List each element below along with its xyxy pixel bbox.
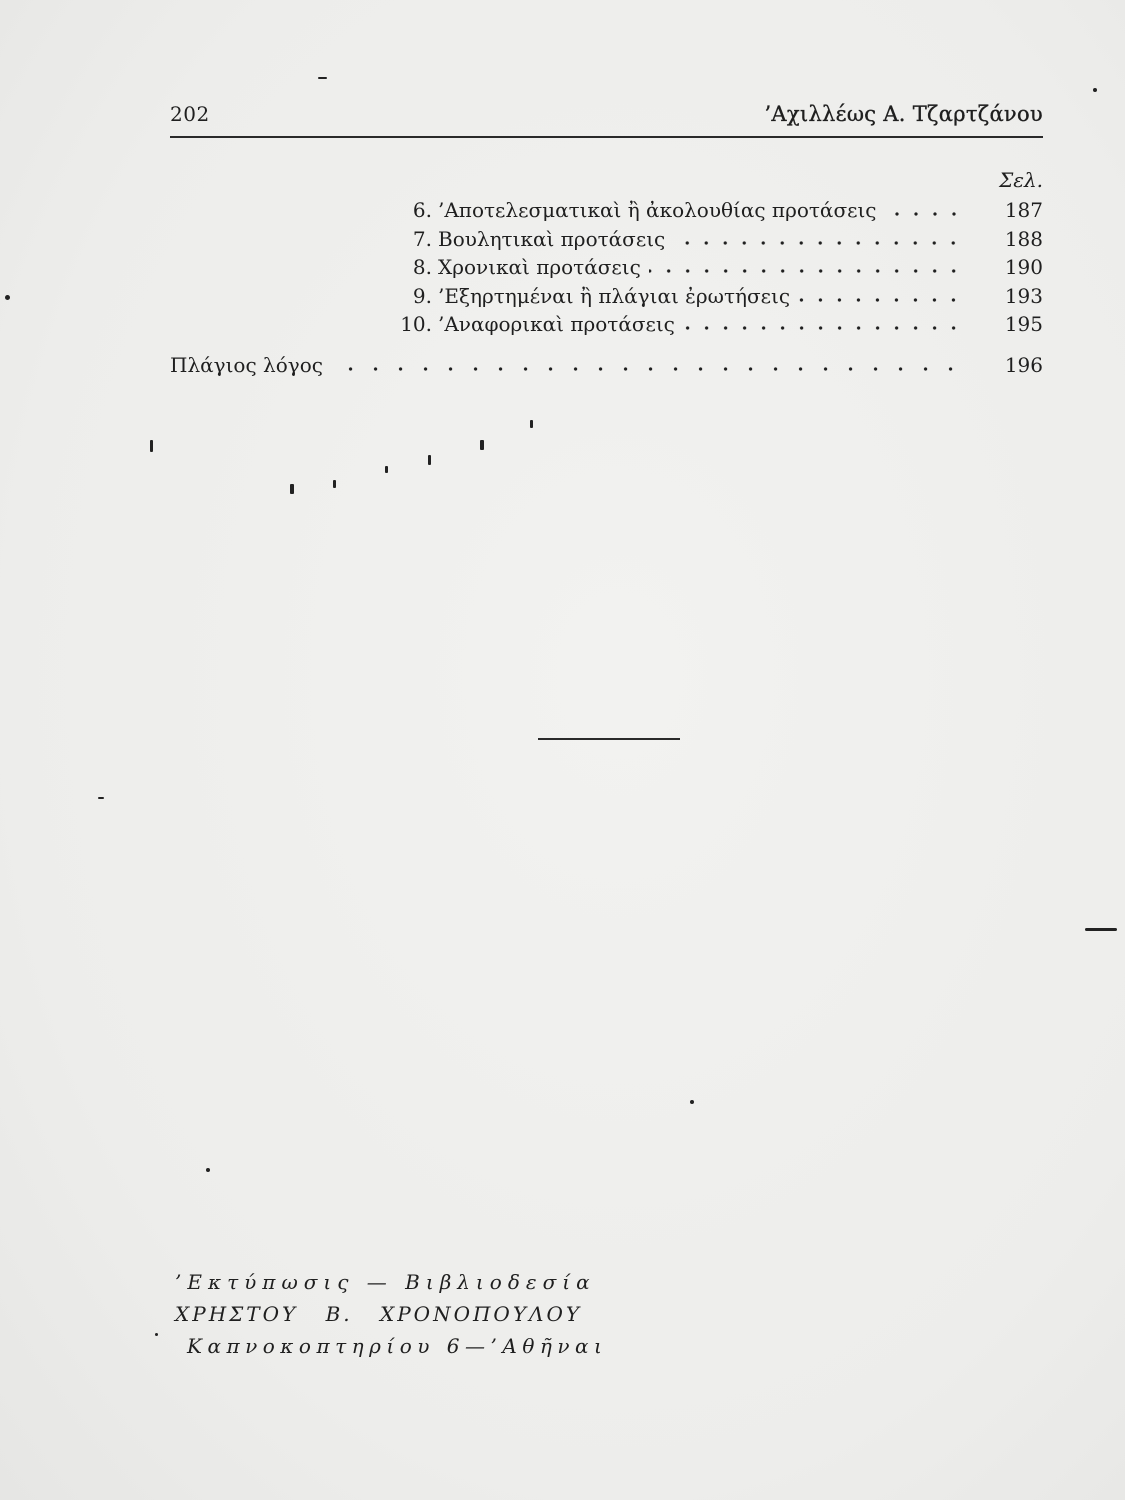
dot-leader [798, 297, 963, 303]
dot-leader [333, 366, 963, 372]
toc-entry-page: 193 [1004, 283, 1043, 308]
toc-entry [170, 198, 1043, 227]
scan-speck [1093, 88, 1097, 92]
scan-speck [98, 797, 104, 799]
page-column-label: Σελ. [999, 168, 1043, 192]
imprint-line: ’Εκτύπωσις — Βιβλιοδεσία [175, 1270, 596, 1294]
printer-imprint [175, 1266, 607, 1362]
scan-speck [428, 455, 431, 465]
scan-speck [290, 484, 294, 494]
dot-leader [649, 268, 963, 274]
scan-speck [530, 420, 533, 428]
toc-entry-page: 188 [1004, 226, 1043, 251]
scan-speck [150, 440, 153, 452]
toc-entry [170, 353, 1043, 382]
toc-entry [170, 284, 1043, 313]
toc-entry-title: ’Αναφορικαὶ προτάσεις [438, 312, 675, 336]
scan-speck [480, 440, 484, 450]
scan-speck [333, 480, 336, 488]
toc-entry-page: 196 [1004, 352, 1043, 377]
table-of-contents [170, 198, 1043, 381]
toc-entry-number: 8. [412, 255, 432, 279]
imprint-line: Καπνοκοπτηρίου 6—’Αθῆναι [187, 1334, 608, 1358]
page-number: 202 [170, 102, 210, 126]
toc-entry-title: ’Αποτελεσματικαὶ ἢ ἀκολουθίας προτάσεις [438, 198, 877, 222]
toc-entry-title: Χρονικαὶ προτάσεις [438, 255, 641, 279]
toc-entry-page: 187 [1004, 198, 1043, 222]
toc-entry-title: ’Εξηρτημέναι ἢ πλάγιαι ἐρωτήσεις [438, 283, 791, 308]
toc-entry-number: 9. [412, 283, 432, 308]
toc-entry [170, 312, 1043, 341]
scan-speck [5, 295, 10, 300]
dot-leader [673, 240, 963, 246]
dot-leader [683, 325, 963, 331]
toc-entry-title: Πλάγιος λόγος [170, 352, 323, 377]
scan-speck [206, 1168, 210, 1172]
toc-entry-number: 6. [412, 198, 432, 222]
running-title: ’Αχιλλέως Α. Τζαρτζάνου [764, 102, 1043, 126]
scan-speck [1085, 928, 1117, 931]
dot-leader [885, 211, 964, 217]
toc-entry-number: 10. [400, 312, 432, 336]
section-divider [538, 738, 680, 740]
page-header [170, 102, 1043, 134]
toc-entry-page: 195 [1004, 312, 1043, 336]
scan-speck [385, 466, 388, 473]
imprint-line: ΧΡΗΣΤΟΥ Β. ΧΡΟΝΟΠΟΥΛΟΥ [175, 1302, 583, 1326]
toc-entry-number: 7. [412, 226, 432, 251]
scan-speck [155, 1333, 158, 1336]
toc-entry-page: 190 [1004, 255, 1043, 279]
toc-entry-title: Βουλητικαὶ προτάσεις [438, 226, 666, 251]
toc-entry [170, 255, 1043, 284]
header-rule [170, 136, 1043, 138]
scan-speck [690, 1100, 694, 1104]
toc-entry [170, 227, 1043, 256]
scan-speck [318, 77, 327, 79]
